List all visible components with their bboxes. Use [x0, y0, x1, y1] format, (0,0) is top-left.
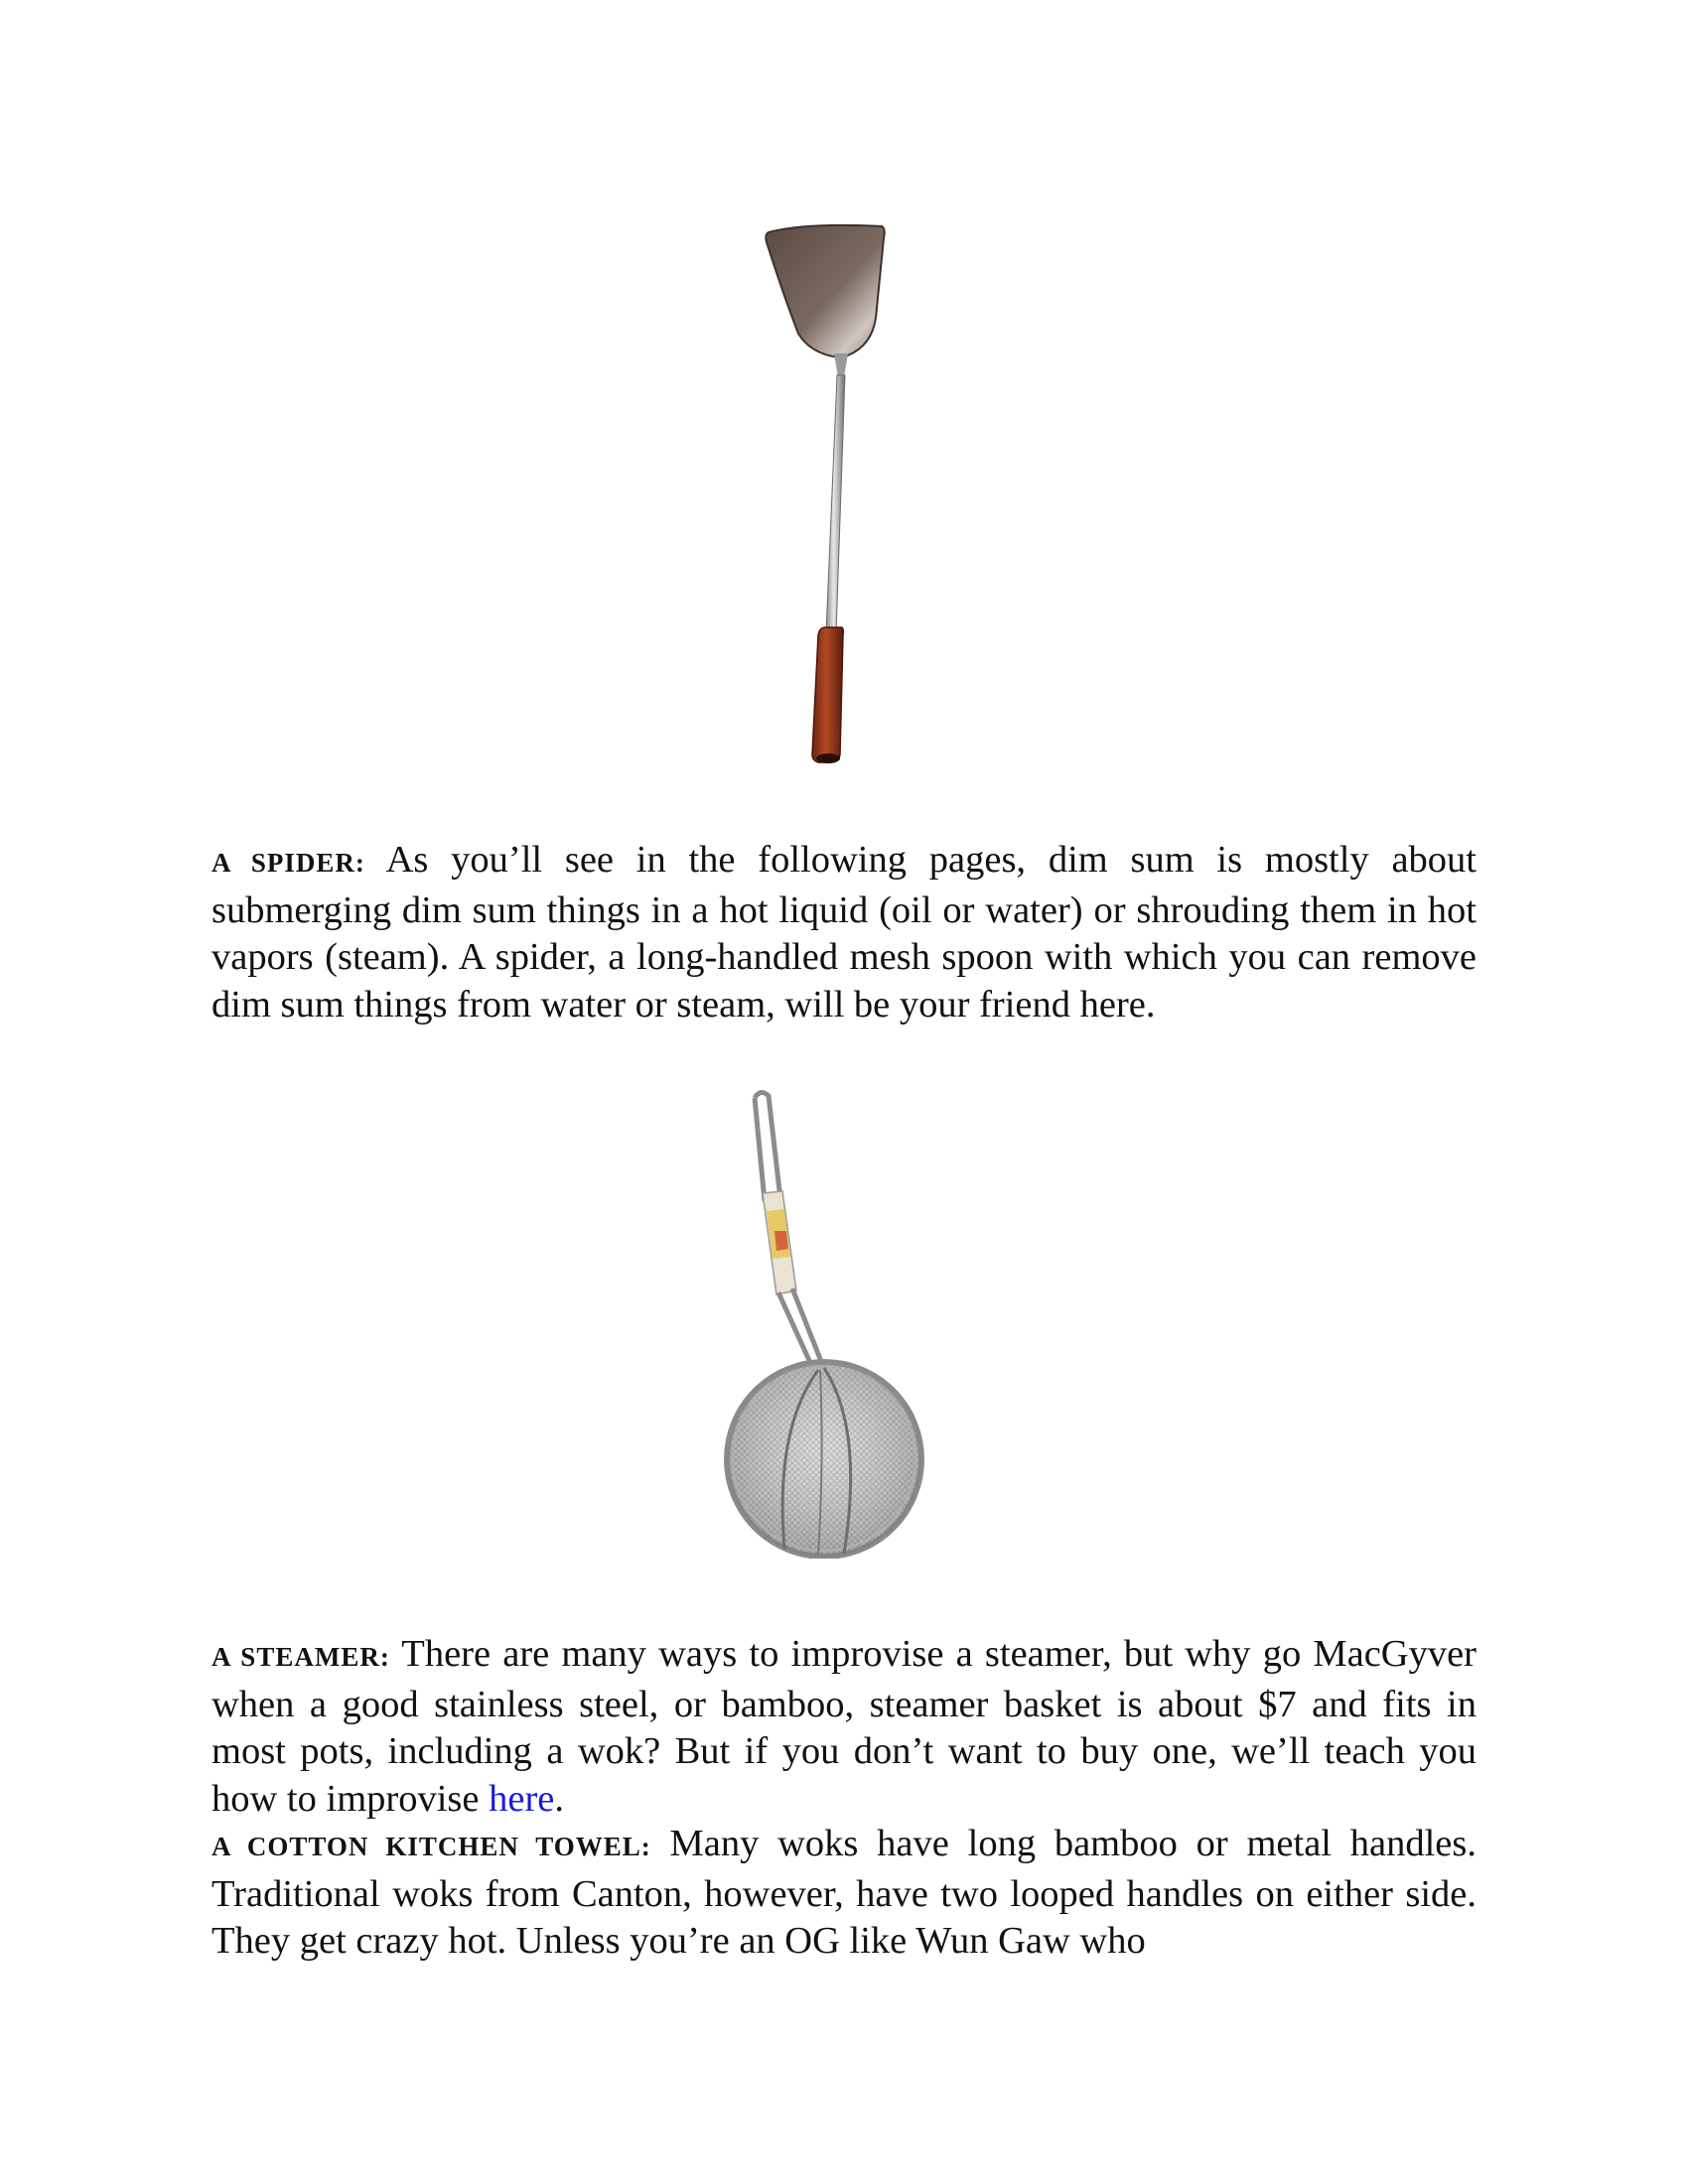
steamer-term: A STEAMER: [211, 1642, 390, 1672]
steamer-description: There are many ways to improvise a steamer, but why go MacGyver when a good stainless steel, or bamboo, steamer basket is about $7 and fits in most pots, including a wok? But if you don’t want to buy one, we’ll teach you how to improvise [211, 1633, 1477, 1820]
spider-description: As you’ll see in the following pages, dim sum is mostly about submerging dim sum things in a hot liquid (oil or water) or shrouding them in hot vapors (steam). A spider, a long-handled mesh spoon with which you can remove dim sum things from water or steam, will be your friend here. [211, 839, 1477, 1025]
towel-paragraph [211, 1821, 1477, 1966]
improvise-steamer-link[interactable]: here [489, 1777, 555, 1820]
steamer-description-end: . [554, 1777, 564, 1820]
spider-strainer-image [715, 1082, 973, 1559]
spider-paragraph [211, 837, 1477, 1028]
towel-term: A COTTON KITCHEN TOWEL: [211, 1832, 651, 1861]
wok-spatula-image [745, 218, 943, 774]
steamer-paragraph [211, 1631, 1477, 1823]
spider-term: A SPIDER: [211, 848, 365, 878]
spider-strainer-figure [0, 1082, 1688, 1559]
towel-description: Many woks have long bamboo or metal handles. Traditional woks from Canton, however, have two looped handles on either side. They get crazy hot. Unless you’re an OG like Wun Gaw who [211, 1823, 1477, 1962]
wok-spatula-figure [0, 218, 1688, 774]
